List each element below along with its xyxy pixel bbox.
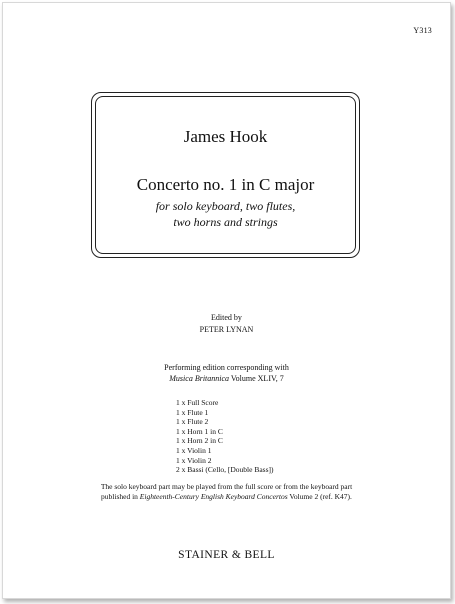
- note-line-1: The solo keyboard part may be played from the full score or from the keyboard part: [100, 482, 353, 491]
- work-title: Concerto no. 1 in C major: [136, 175, 315, 194]
- note-prefix: published in: [101, 492, 138, 501]
- editor-credit: [3, 312, 450, 336]
- part-item: 1 x Horn 1 in C: [176, 426, 223, 436]
- edition-line-2: [3, 373, 450, 384]
- edited-by-label: Edited by: [211, 313, 242, 322]
- note-line-2: [3, 492, 450, 502]
- note-suffix: Volume 2 (ref. K47).: [289, 492, 352, 501]
- part-item: 2 x Bassi (Cello, [Double Bass]): [176, 465, 274, 475]
- editor-name: PETER LYNAN: [199, 325, 254, 334]
- parts-list: [176, 398, 274, 475]
- edition-line-1: Performing edition corresponding with: [164, 363, 289, 372]
- publisher-name: STAINER & BELL: [178, 549, 275, 561]
- part-item: 1 x Horn 2 in C: [176, 436, 223, 446]
- note-publication-title: Eighteenth-Century English Keyboard Concertos: [139, 492, 288, 501]
- scoring-description: [96, 198, 355, 230]
- scoring-line-1: for solo keyboard, two flutes,: [155, 199, 296, 213]
- part-item: 1 x Flute 1: [176, 407, 209, 417]
- score-cover-page: [2, 2, 451, 599]
- part-item: 1 x Violin 2: [176, 455, 212, 465]
- scoring-line-2: two horns and strings: [173, 215, 278, 229]
- composer-name: James Hook: [183, 127, 268, 146]
- title-frame: [91, 92, 360, 258]
- series-title: Musica Britannica: [169, 374, 230, 383]
- part-item: 1 x Flute 2: [176, 417, 209, 427]
- title-frame-inner: [95, 96, 356, 254]
- catalog-number: Y313: [413, 26, 432, 35]
- keyboard-part-note: [3, 482, 450, 502]
- part-item: 1 x Violin 1: [176, 445, 212, 455]
- series-volume: Volume XLIV, 7: [230, 374, 284, 383]
- edition-info: [3, 362, 450, 384]
- part-item: 1 x Full Score: [176, 398, 219, 407]
